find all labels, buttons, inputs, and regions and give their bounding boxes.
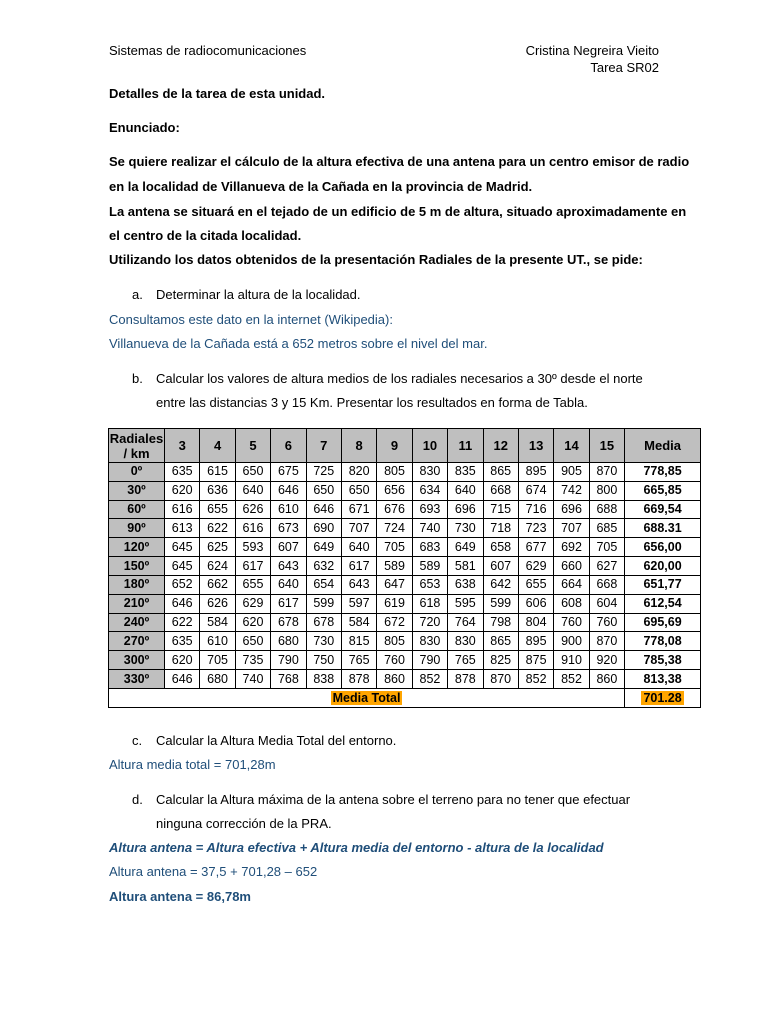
radial-label: 120º bbox=[109, 538, 165, 557]
table-cell: 617 bbox=[341, 557, 376, 576]
table-cell: 750 bbox=[306, 651, 341, 670]
table-cell: 825 bbox=[483, 651, 518, 670]
header-task: Tarea SR02 bbox=[590, 60, 659, 75]
table-cell: 619 bbox=[377, 594, 412, 613]
radial-label: 30º bbox=[109, 481, 165, 500]
table-cell: 870 bbox=[589, 463, 624, 482]
table-cell: 652 bbox=[165, 575, 200, 594]
table-cell: 627 bbox=[589, 557, 624, 576]
table-cell: 680 bbox=[271, 632, 306, 651]
table-cell: 620 bbox=[165, 481, 200, 500]
table-cell: 900 bbox=[554, 632, 589, 651]
table-cell: 692 bbox=[554, 538, 589, 557]
statement-line-2: en la localidad de Villanueva de la Cañada en la provincia de Madrid. bbox=[109, 179, 533, 194]
table-cell: 804 bbox=[518, 613, 553, 632]
row-media: 785,38 bbox=[625, 651, 701, 670]
table-row bbox=[109, 575, 701, 594]
table-cell: 920 bbox=[589, 651, 624, 670]
table-cell: 617 bbox=[271, 594, 306, 613]
table-cell: 649 bbox=[306, 538, 341, 557]
table-cell: 664 bbox=[554, 575, 589, 594]
column-header: 9 bbox=[377, 429, 412, 463]
column-header: 11 bbox=[448, 429, 483, 463]
table-cell: 764 bbox=[448, 613, 483, 632]
table-cell: 705 bbox=[377, 538, 412, 557]
table-cell: 805 bbox=[377, 632, 412, 651]
table-cell: 765 bbox=[448, 651, 483, 670]
table-cell: 610 bbox=[271, 500, 306, 519]
item-a-text: Determinar la altura de la localidad. bbox=[156, 287, 361, 302]
table-cell: 820 bbox=[341, 463, 376, 482]
table-cell: 634 bbox=[412, 481, 447, 500]
table-cell: 760 bbox=[589, 613, 624, 632]
column-header: 10 bbox=[412, 429, 447, 463]
table-cell: 646 bbox=[165, 670, 200, 689]
table-cell: 683 bbox=[412, 538, 447, 557]
table-cell: 852 bbox=[554, 670, 589, 689]
table-cell: 629 bbox=[518, 557, 553, 576]
table-cell: 626 bbox=[235, 500, 270, 519]
table-cell: 852 bbox=[412, 670, 447, 689]
column-header: 15 bbox=[589, 429, 624, 463]
table-cell: 674 bbox=[518, 481, 553, 500]
total-value-cell bbox=[625, 689, 701, 708]
table-cell: 625 bbox=[200, 538, 235, 557]
table-cell: 599 bbox=[306, 594, 341, 613]
media-header: Media bbox=[625, 429, 701, 463]
item-a-answer-1: Consultamos este dato en la internet (Wikipedia): bbox=[109, 312, 393, 327]
column-header: 6 bbox=[271, 429, 306, 463]
table-cell: 905 bbox=[554, 463, 589, 482]
column-header: 13 bbox=[518, 429, 553, 463]
table-cell: 615 bbox=[200, 463, 235, 482]
table-cell: 597 bbox=[341, 594, 376, 613]
header-author: Cristina Negreira Vieito bbox=[525, 43, 659, 58]
table-cell: 860 bbox=[377, 670, 412, 689]
radial-label: 240º bbox=[109, 613, 165, 632]
table-cell: 645 bbox=[165, 557, 200, 576]
row-media: 695,69 bbox=[625, 613, 701, 632]
table-cell: 610 bbox=[200, 632, 235, 651]
radial-label: 270º bbox=[109, 632, 165, 651]
table-cell: 742 bbox=[554, 481, 589, 500]
item-b-marker: b. bbox=[132, 371, 143, 386]
table-cell: 642 bbox=[483, 575, 518, 594]
table-cell: 860 bbox=[589, 670, 624, 689]
column-header: 4 bbox=[200, 429, 235, 463]
row-media: 620,00 bbox=[625, 557, 701, 576]
table-cell: 865 bbox=[483, 463, 518, 482]
table-cell: 624 bbox=[200, 557, 235, 576]
row-media: 778,08 bbox=[625, 632, 701, 651]
table-cell: 589 bbox=[377, 557, 412, 576]
table-cell: 830 bbox=[412, 632, 447, 651]
table-cell: 650 bbox=[235, 463, 270, 482]
table-cell: 645 bbox=[165, 538, 200, 557]
table-cell: 655 bbox=[518, 575, 553, 594]
total-row bbox=[109, 689, 701, 708]
table-cell: 581 bbox=[448, 557, 483, 576]
table-cell: 589 bbox=[412, 557, 447, 576]
table-cell: 680 bbox=[200, 670, 235, 689]
table-cell: 878 bbox=[341, 670, 376, 689]
column-header: 14 bbox=[554, 429, 589, 463]
table-cell: 838 bbox=[306, 670, 341, 689]
table-row bbox=[109, 557, 701, 576]
table-cell: 593 bbox=[235, 538, 270, 557]
table-cell: 626 bbox=[200, 594, 235, 613]
table-cell: 705 bbox=[200, 651, 235, 670]
item-d-calculation: Altura antena = 37,5 + 701,28 – 652 bbox=[109, 864, 318, 879]
table-cell: 676 bbox=[377, 500, 412, 519]
column-header: 8 bbox=[341, 429, 376, 463]
table-cell: 718 bbox=[483, 519, 518, 538]
table-cell: 640 bbox=[235, 481, 270, 500]
table-cell: 599 bbox=[483, 594, 518, 613]
table-cell: 607 bbox=[483, 557, 518, 576]
table-cell: 693 bbox=[412, 500, 447, 519]
table-cell: 646 bbox=[306, 500, 341, 519]
table-cell: 604 bbox=[589, 594, 624, 613]
table-cell: 673 bbox=[271, 519, 306, 538]
table-cell: 672 bbox=[377, 613, 412, 632]
corner-header: Radiales / km bbox=[109, 430, 164, 461]
table-cell: 724 bbox=[377, 519, 412, 538]
table-cell: 852 bbox=[518, 670, 553, 689]
table-cell: 671 bbox=[341, 500, 376, 519]
table-cell: 632 bbox=[306, 557, 341, 576]
row-media: 813,38 bbox=[625, 670, 701, 689]
row-media: 612,54 bbox=[625, 594, 701, 613]
table-cell: 654 bbox=[306, 575, 341, 594]
table-cell: 647 bbox=[377, 575, 412, 594]
table-cell: 658 bbox=[483, 538, 518, 557]
item-d-result: Altura antena = 86,78m bbox=[109, 889, 251, 904]
radial-label: 210º bbox=[109, 594, 165, 613]
table-cell: 768 bbox=[271, 670, 306, 689]
table-cell: 760 bbox=[554, 613, 589, 632]
radials-table bbox=[108, 428, 701, 708]
row-media: 688.31 bbox=[625, 519, 701, 538]
table-cell: 635 bbox=[165, 632, 200, 651]
table-cell: 870 bbox=[589, 632, 624, 651]
table-cell: 696 bbox=[554, 500, 589, 519]
table-body bbox=[109, 463, 701, 689]
table-cell: 617 bbox=[235, 557, 270, 576]
row-media: 651,77 bbox=[625, 575, 701, 594]
item-a-answer-2: Villanueva de la Cañada está a 652 metros sobre el nivel del mar. bbox=[109, 336, 488, 351]
table-cell: 688 bbox=[589, 500, 624, 519]
table-cell: 790 bbox=[271, 651, 306, 670]
item-d-formula: Altura antena = Altura efectiva + Altura media del entorno - altura de la localidad bbox=[109, 840, 604, 855]
table-cell: 675 bbox=[271, 463, 306, 482]
table-cell: 878 bbox=[448, 670, 483, 689]
item-c-text: Calcular la Altura Media Total del entorno. bbox=[156, 733, 397, 748]
total-label-cell bbox=[109, 689, 625, 708]
table-cell: 662 bbox=[200, 575, 235, 594]
table-header-row bbox=[109, 429, 701, 463]
table-cell: 613 bbox=[165, 519, 200, 538]
table-cell: 723 bbox=[518, 519, 553, 538]
table-cell: 707 bbox=[341, 519, 376, 538]
row-media: 778,85 bbox=[625, 463, 701, 482]
table-row bbox=[109, 670, 701, 689]
total-value: 701.28 bbox=[643, 690, 682, 705]
table-cell: 790 bbox=[412, 651, 447, 670]
item-b-line-2: entre las distancias 3 y 15 Km. Presentar los resultados en forma de Tabla. bbox=[156, 395, 588, 410]
table-cell: 910 bbox=[554, 651, 589, 670]
table-row bbox=[109, 594, 701, 613]
table-cell: 678 bbox=[271, 613, 306, 632]
table-row bbox=[109, 481, 701, 500]
radial-label: 330º bbox=[109, 670, 165, 689]
table-cell: 640 bbox=[341, 538, 376, 557]
table-cell: 760 bbox=[377, 651, 412, 670]
radial-label: 180º bbox=[109, 575, 165, 594]
table-cell: 653 bbox=[412, 575, 447, 594]
table-cell: 895 bbox=[518, 632, 553, 651]
table-cell: 716 bbox=[518, 500, 553, 519]
column-header: 7 bbox=[306, 429, 341, 463]
table-cell: 875 bbox=[518, 651, 553, 670]
statement-line-1: Se quiere realizar el cálculo de la altura efectiva de una antena para un centro emisor de radio bbox=[109, 154, 690, 169]
table-cell: 735 bbox=[235, 651, 270, 670]
table-cell: 635 bbox=[165, 463, 200, 482]
table-cell: 805 bbox=[377, 463, 412, 482]
item-d-line-1: Calcular la Altura máxima de la antena sobre el terreno para no tener que efectuar bbox=[156, 792, 631, 807]
table-row bbox=[109, 500, 701, 519]
table-cell: 629 bbox=[235, 594, 270, 613]
task-details-heading: Detalles de la tarea de esta unidad. bbox=[109, 86, 326, 101]
table-cell: 649 bbox=[448, 538, 483, 557]
row-media: 669,54 bbox=[625, 500, 701, 519]
table-cell: 584 bbox=[341, 613, 376, 632]
table-cell: 656 bbox=[377, 481, 412, 500]
table-cell: 655 bbox=[235, 575, 270, 594]
column-header: 12 bbox=[483, 429, 518, 463]
table-cell: 798 bbox=[483, 613, 518, 632]
table-cell: 740 bbox=[412, 519, 447, 538]
table-row bbox=[109, 613, 701, 632]
table-row bbox=[109, 519, 701, 538]
table-cell: 650 bbox=[341, 481, 376, 500]
table-cell: 707 bbox=[554, 519, 589, 538]
table-row bbox=[109, 463, 701, 482]
table-cell: 715 bbox=[483, 500, 518, 519]
table-cell: 895 bbox=[518, 463, 553, 482]
table-cell: 690 bbox=[306, 519, 341, 538]
table-cell: 618 bbox=[412, 594, 447, 613]
table-cell: 655 bbox=[200, 500, 235, 519]
table-cell: 620 bbox=[165, 651, 200, 670]
table-cell: 660 bbox=[554, 557, 589, 576]
table-cell: 595 bbox=[448, 594, 483, 613]
table-cell: 720 bbox=[412, 613, 447, 632]
table-cell: 608 bbox=[554, 594, 589, 613]
table-row bbox=[109, 651, 701, 670]
table-cell: 730 bbox=[306, 632, 341, 651]
table-cell: 622 bbox=[165, 613, 200, 632]
table-cell: 800 bbox=[589, 481, 624, 500]
item-c-answer: Altura media total = 701,28m bbox=[109, 757, 276, 772]
table-cell: 584 bbox=[200, 613, 235, 632]
statement-line-5: Utilizando los datos obtenidos de la presentación Radiales de la presente UT., se pide: bbox=[109, 252, 643, 267]
table-cell: 678 bbox=[306, 613, 341, 632]
table-cell: 677 bbox=[518, 538, 553, 557]
table-cell: 730 bbox=[448, 519, 483, 538]
table-cell: 616 bbox=[165, 500, 200, 519]
table-cell: 643 bbox=[271, 557, 306, 576]
item-d-marker: d. bbox=[132, 792, 143, 807]
table-cell: 830 bbox=[412, 463, 447, 482]
table-cell: 622 bbox=[200, 519, 235, 538]
item-a-marker: a. bbox=[132, 287, 143, 302]
table-cell: 650 bbox=[235, 632, 270, 651]
table-row bbox=[109, 632, 701, 651]
table-cell: 835 bbox=[448, 463, 483, 482]
table-cell: 865 bbox=[483, 632, 518, 651]
table-cell: 815 bbox=[341, 632, 376, 651]
table-cell: 668 bbox=[483, 481, 518, 500]
item-d-line-2: ninguna corrección de la PRA. bbox=[156, 816, 332, 831]
table-cell: 725 bbox=[306, 463, 341, 482]
radial-label: 300º bbox=[109, 651, 165, 670]
item-c-marker: c. bbox=[132, 733, 143, 748]
table-cell: 685 bbox=[589, 519, 624, 538]
row-media: 656,00 bbox=[625, 538, 701, 557]
enunciado-heading: Enunciado: bbox=[109, 120, 180, 135]
item-b-line-1: Calcular los valores de altura medios de los radiales necesarios a 30º desde el norte bbox=[156, 371, 643, 386]
radial-label: 150º bbox=[109, 557, 165, 576]
table-cell: 870 bbox=[483, 670, 518, 689]
table-cell: 636 bbox=[200, 481, 235, 500]
table-cell: 830 bbox=[448, 632, 483, 651]
row-media: 665,85 bbox=[625, 481, 701, 500]
table-cell: 638 bbox=[448, 575, 483, 594]
table-cell: 668 bbox=[589, 575, 624, 594]
table-cell: 646 bbox=[165, 594, 200, 613]
table-cell: 607 bbox=[271, 538, 306, 557]
table-cell: 643 bbox=[341, 575, 376, 594]
table-row bbox=[109, 538, 701, 557]
column-header: 3 bbox=[165, 429, 200, 463]
table-cell: 740 bbox=[235, 670, 270, 689]
table-cell: 640 bbox=[271, 575, 306, 594]
table-cell: 650 bbox=[306, 481, 341, 500]
radial-label: 90º bbox=[109, 519, 165, 538]
statement-line-4: el centro de la citada localidad. bbox=[109, 228, 302, 243]
table-cell: 696 bbox=[448, 500, 483, 519]
total-label: Media Total bbox=[332, 690, 401, 705]
statement-line-3: La antena se situará en el tejado de un edificio de 5 m de altura, situado aproximadamente en bbox=[109, 204, 687, 219]
radial-label: 60º bbox=[109, 500, 165, 519]
radial-label: 0º bbox=[109, 463, 165, 482]
table-cell: 640 bbox=[448, 481, 483, 500]
header-left: Sistemas de radiocomunicaciones bbox=[109, 43, 307, 58]
table-cell: 765 bbox=[341, 651, 376, 670]
table-cell: 646 bbox=[271, 481, 306, 500]
table-cell: 705 bbox=[589, 538, 624, 557]
table-cell: 606 bbox=[518, 594, 553, 613]
column-header: 5 bbox=[235, 429, 270, 463]
table-cell: 616 bbox=[235, 519, 270, 538]
table-cell: 620 bbox=[235, 613, 270, 632]
